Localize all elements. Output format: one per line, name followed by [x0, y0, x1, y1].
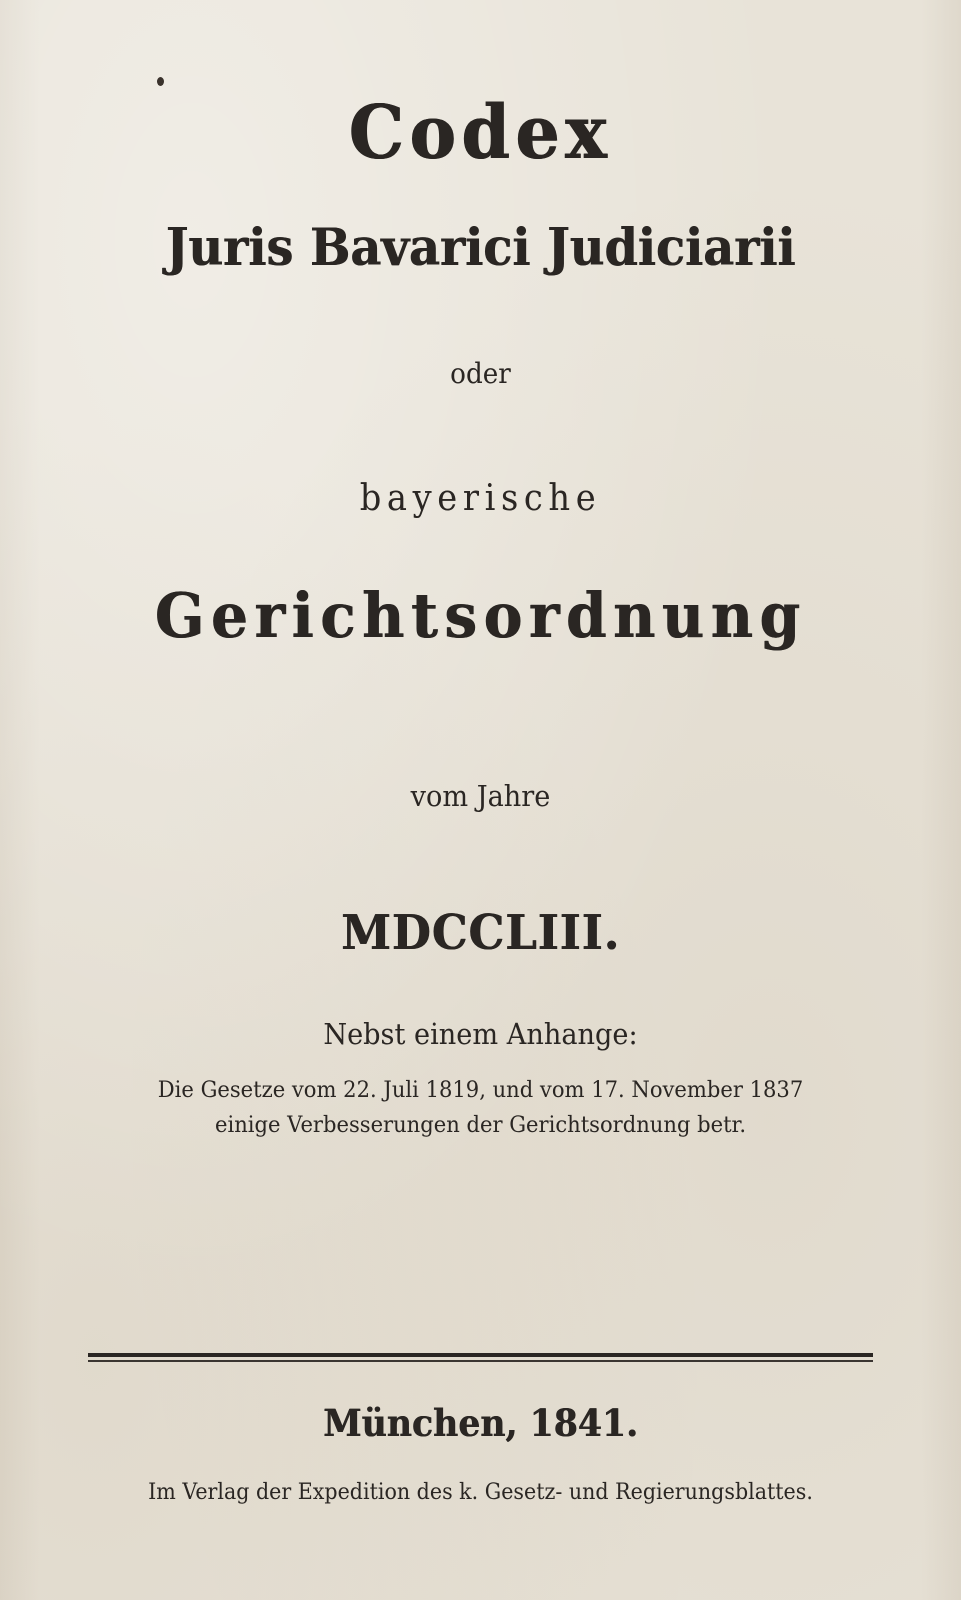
year-prefix: vom Jahre [410, 779, 551, 813]
main-noun-title: Gerichtsordnung [154, 579, 807, 652]
imprint-publisher: Im Verlag der Expedition des k. Gesetz- und Regierungsblattes. [148, 1480, 813, 1505]
roman-year: MDCCLIII. [340, 905, 621, 961]
appendix-line-1: Die Gesetze vom 22. Juli 1819, und vom 17. November 1837 [157, 1077, 804, 1103]
adjective-text: bayerische [359, 478, 602, 519]
double-rule-bottom [88, 1360, 873, 1362]
appendix-line-2: einige Verbesserungen der Gerichtsordnung betr. [214, 1112, 747, 1138]
appendix-heading: Nebst einem Anhange: [323, 1017, 638, 1051]
double-rule-top [88, 1353, 873, 1357]
book-subtitle: Juris Bavarici Judiciarii [165, 218, 796, 278]
connector-text: oder [450, 357, 511, 390]
ink-speck [157, 77, 164, 86]
imprint-place-year: München, 1841. [323, 1401, 638, 1445]
book-title: Codex [348, 90, 613, 176]
